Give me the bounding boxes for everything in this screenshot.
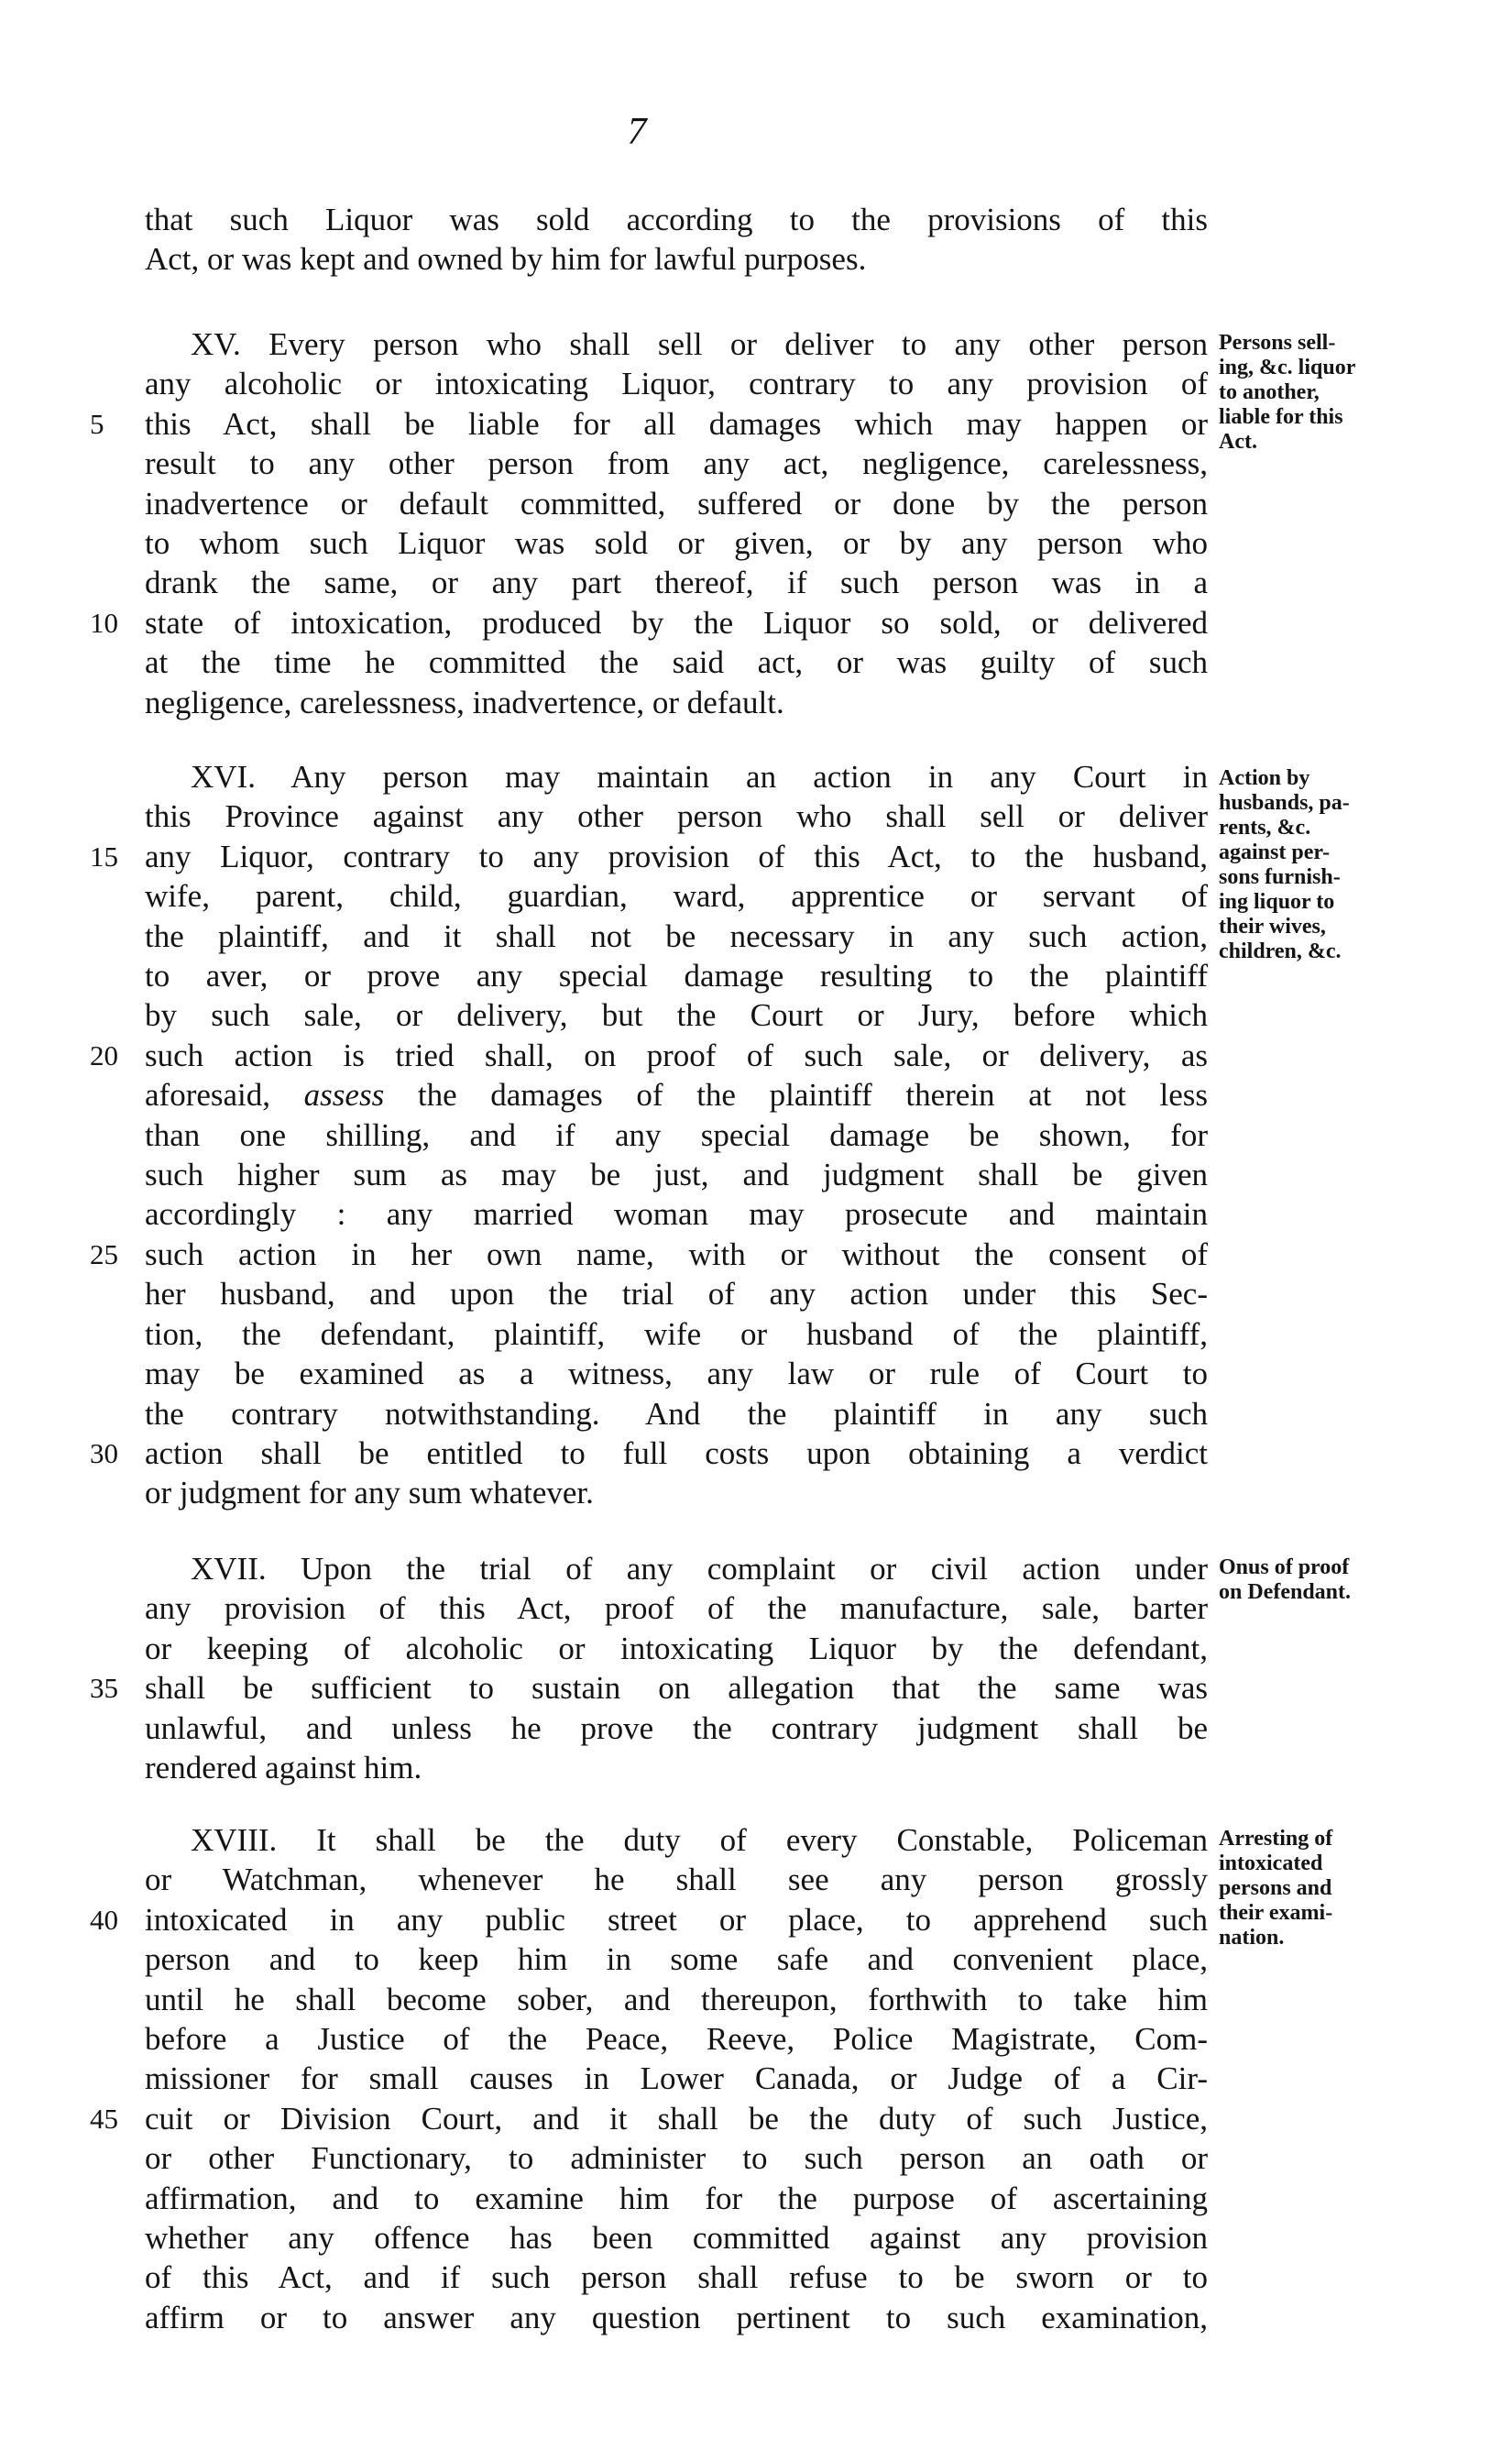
text-line: to whom such Liquor was sold or given, or by any person who (145, 525, 1208, 562)
text-line: affirm or to answer any question pertinent to such examination, (145, 2299, 1208, 2335)
text-line: tion, the defendant, plaintiff, wife or husband of the plaintiff, (145, 1315, 1208, 1352)
margin-note-onus-of-proof: Onus of proof on Defendant. (1219, 1555, 1352, 1604)
text-line: 40 intoxicated in any public street or place, to apprehend such (145, 1900, 1208, 1939)
section-xvi (90, 757, 1208, 1513)
text-line: or keeping of alcoholic or intoxicating Liquor by the defendant, (145, 1630, 1208, 1666)
line-number: 25 (90, 1237, 118, 1270)
text-line: rendered against him. (145, 1750, 422, 1786)
text-line: until he shall become sober, and thereupon, forthwith to take him (145, 1981, 1208, 2017)
line-number: 30 (90, 1436, 118, 1469)
text-line: 5 this Act, shall be liable for all damages which may happen or (145, 404, 1208, 444)
line-number: 20 (90, 1038, 118, 1071)
text-line: Act, or was kept and owned by him for lawful purposes. (145, 241, 867, 278)
text-line: 45 cuit or Division Court, and it shall be the duty of such Justice, (145, 2099, 1208, 2138)
text-line: 10 state of intoxication, produced by the Liquor so sold, or delivered (145, 603, 1208, 643)
text-line: aforesaid, assess the damages of the plaintiff therein at not less (145, 1077, 1208, 1114)
paragraph-continuation (145, 200, 1208, 280)
text-line: whether any offence has been committed against any provision (145, 2220, 1208, 2257)
text-line: result to any other person from any act, negligence, carelessness, (145, 445, 1208, 482)
text-line: any alcoholic or intoxicating Liquor, contrary to any provision of (145, 366, 1208, 402)
text-line: her husband, and upon the trial of any action under this Sec- (145, 1276, 1208, 1313)
text-line: the contrary notwithstanding. And the plaintiff in any such (145, 1395, 1208, 1432)
margin-note-arresting: Arresting of intoxicated persons and their exami- nation. (1219, 1827, 1333, 1950)
page-number: 7 (627, 111, 647, 153)
line-number: 5 (90, 407, 104, 440)
text-line: drank the same, or any part thereof, if such person was in a (145, 565, 1208, 601)
text-line: person and to keep him in some safe and convenient place, (145, 1941, 1208, 1978)
text-line: than one shilling, and if any special damage be shown, for (145, 1116, 1208, 1153)
text-line: or judgment for any sum whatever. (145, 1475, 594, 1511)
text-line: 25 such action in her own name, with or without the consent of (145, 1235, 1208, 1274)
text-line: XVII. Upon the trial of any complaint or civil action under (191, 1551, 1208, 1587)
text-line: any provision of this Act, proof of the manufacture, sale, barter (145, 1590, 1208, 1627)
section-xviii (90, 1820, 1208, 2337)
text-line: XVIII. It shall be the duty of every Constable, Policeman (191, 1822, 1208, 1858)
line-number: 35 (90, 1672, 118, 1705)
text-line: by such sale, or delivery, but the Court or Jury, before which (145, 997, 1208, 1034)
text-line: or Watchman, whenever he shall see any person grossly (145, 1862, 1208, 1898)
text-line: of this Act, and if such person shall refuse to be sworn or to (145, 2259, 1208, 2296)
text-line: the plaintiff, and it shall not be necessary in any such action, (145, 917, 1208, 954)
text-line: accordingly : any married woman may prosecute and maintain (145, 1196, 1208, 1233)
text-line: or other Functionary, to administer to such person an oath or (145, 2140, 1208, 2177)
text-line: affirmation, and to examine him for the purpose of ascertaining (145, 2180, 1208, 2216)
text-line: XVI. Any person may maintain an action in any Court in (191, 759, 1208, 795)
section-xvii (90, 1549, 1208, 1787)
text-line: 15 any Liquor, contrary to any provision of this Act, to the husband, (145, 837, 1208, 876)
text-line: such higher sum as may be just, and judgment shall be given (145, 1157, 1208, 1193)
margin-note-action-by-husbands: Action by husbands, pa- rents, &c. against per- sons furnish- ing liquor to their wives, children, &c. (1219, 766, 1350, 963)
line-number: 10 (90, 606, 118, 639)
text-line: negligence, carelessness, inadvertence, or default. (145, 684, 784, 720)
line-number: 45 (90, 2102, 118, 2135)
text-line: XV. Every person who shall sell or deliver to any other person (191, 326, 1208, 362)
text-line: this Province against any other person who shall sell or deliver (145, 798, 1208, 835)
line-number: 15 (90, 840, 118, 873)
text-line: missioner for small causes in Lower Canada, or Judge of a Cir- (145, 2060, 1208, 2097)
text-line: that such Liquor was sold according to the provisions of this (145, 202, 1208, 237)
text-line: to aver, or prove any special damage resulting to the plaintiff (145, 958, 1208, 994)
margin-note-persons-selling: Persons sell- ing, &c. liquor to another, liable for this Act. (1219, 331, 1356, 454)
text-line: wife, parent, child, guardian, ward, apprentice or servant of (145, 878, 1208, 915)
text-line: at the time he committed the said act, or was guilty of such (145, 644, 1208, 681)
text-line: 20 such action is tried shall, on proof of such sale, or delivery, as (145, 1036, 1208, 1075)
text-line: unlawful, and unless he prove the contrary judgment shall be (145, 1709, 1208, 1746)
line-number: 40 (90, 1903, 118, 1936)
text-line: 30 action shall be entitled to full costs upon obtaining a verdict (145, 1434, 1208, 1473)
text-line: inadvertence or default committed, suffered or done by the person (145, 485, 1208, 522)
section-xv (90, 324, 1208, 722)
text-line: 35 shall be sufficient to sustain on allegation that the same was (145, 1668, 1208, 1708)
text-line: before a Justice of the Peace, Reeve, Police Magistrate, Com- (145, 2021, 1208, 2058)
text-line: may be examined as a witness, any law or rule of Court to (145, 1356, 1208, 1392)
